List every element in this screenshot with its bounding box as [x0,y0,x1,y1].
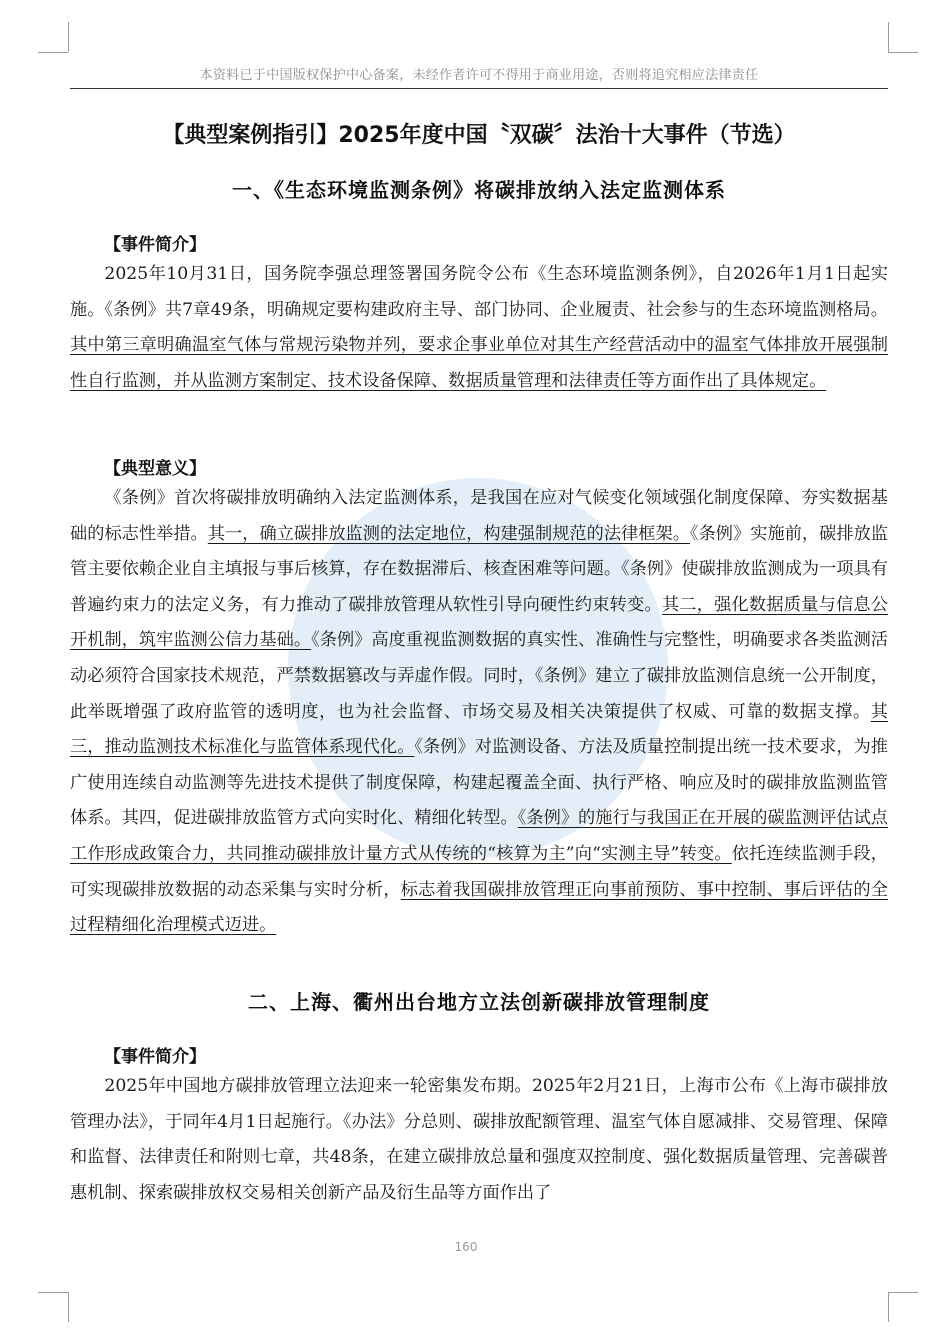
crop-mark-tr-v [888,22,889,52]
section-1-significance-paragraph [70,481,888,944]
significance-text-3: 《条例》高度重视监测数据的真实性、准确性与完整性，明确要求各类监测活动必须符合国家技术规范，严禁数据篡改与弄虚作假。同时，《条例》建立了碳排放监测信息统一公开制度，此举既增强了政府监管的透明度，也为社会监督、市场交易及相关决策提供了权威、可靠的数据支撑。 [70,630,888,722]
significance-point-4: 《条例》的施行与我国正在开展的碳监测评估试点工作形成政策合力，共同推动碳排放计量方式从传统的“核算为主”向“实测主导”转变。 [70,808,888,864]
document-title: 【典型案例指引】2025年度中国〝双碳〞法治十大事件（节选） [162,123,796,148]
intro-text: 2025年10月31日，国务院李强总理签署国务院令公布《生态环境监测条例》，自2026年1月1日起实施。《条例》共7章49条，明确规定要构建政府主导、部门协同、企业履责、社会参与的生态环境监测格局。 [70,264,888,320]
crop-mark-br-v [888,1292,889,1322]
intro-underlined-text: 其中第三章明确温室气体与常规污染物并列，要求企事业单位对其生产经营活动中的温室气体排放开展强制性自行监测，并从监测方案制定、技术设备保障、数据质量管理和法律责任等方面作出了具体规定。 [70,335,888,391]
significance-text-1: 《条例》首次将碳排放明确纳入法定监测体系，是我国在应对气候变化领域强化制度保障、夯实数据基础的标志性举措。 [70,488,888,544]
page-number: 160 [454,1240,478,1254]
significance-text-5: 依托连续监测手段，可实现碳排放数据的动态采集与实时分析， [70,843,888,900]
crop-mark-tl-h [38,52,68,53]
section-2-title: 二、上海、衢州出台地方立法创新碳排放管理制度 [248,990,710,1014]
section-1-intro-paragraph [70,257,888,399]
section-2-intro-label: 【事件简介】 [104,1047,206,1067]
significance-point-5: 标志着我国碳排放管理正向事前预防、事中控制、事后评估的全过程精细化治理模式迈进。 [70,879,888,936]
crop-mark-tr-h [888,52,918,53]
crop-mark-bl-h [38,1292,68,1293]
significance-point-2: 其二，强化数据质量与信息公开机制，筑牢监测公信力基础。 [70,594,888,651]
section-1-significance-label: 【典型意义】 [104,459,206,479]
copyright-notice: 本资料已于中国版权保护中心备案，未经作者许可不得用于商业用途，否则将追究相应法律责任 [199,68,759,83]
significance-text-4: 《条例》对监测设备、方法及质量控制提出统一技术要求，为推广使用连续自动监测等先进技术提供了制度保障，构建起覆盖全面、执行严格、响应及时的碳排放监测监管体系。其四，促进碳排放监管方式向实时化、精细化转型。 [70,737,888,829]
significance-point-1: 其一，确立碳排放监测的法定地位，构建强制规范的法律框架。 [207,523,690,544]
significance-text-2: 《条例》实施前，碳排放监管主要依赖企业自主填报与事后核算，存在数据滞后、核查困难等问题。《条例》使碳排放监测成为一项具有普遍约束力的法定义务，有力推动了碳排放管理从软性引导向硬性约束转变。 [70,523,888,615]
significance-point-3: 其三，推动监测技术标准化与监管体系现代化。 [70,701,888,758]
header-divider [70,88,888,89]
crop-mark-bl-v [68,1292,69,1322]
crop-mark-br-h [888,1292,918,1293]
section-1-intro-label: 【事件简介】 [104,235,206,255]
section-2-intro-paragraph [70,1069,888,1211]
crop-mark-tl-v [68,22,69,52]
section-2-intro-text: 2025年中国地方碳排放管理立法迎来一轮密集发布期。2025年2月21日，上海市公布《上海市碳排放管理办法》，于同年4月1日起施行。《办法》分总则、碳排放配额管理、温室气体自愿减排、交易管理、保障和监督、法律责任和附则七章，共48条，在建立碳排放总量和强度双控制度、强化数据质量管理、完善碳普惠机制、探索碳排放权交易相关创新产品及衍生品等方面作出了 [70,1076,888,1203]
section-1-title: 一、《生态环境监测条例》将碳排放纳入法定监测体系 [232,178,726,202]
